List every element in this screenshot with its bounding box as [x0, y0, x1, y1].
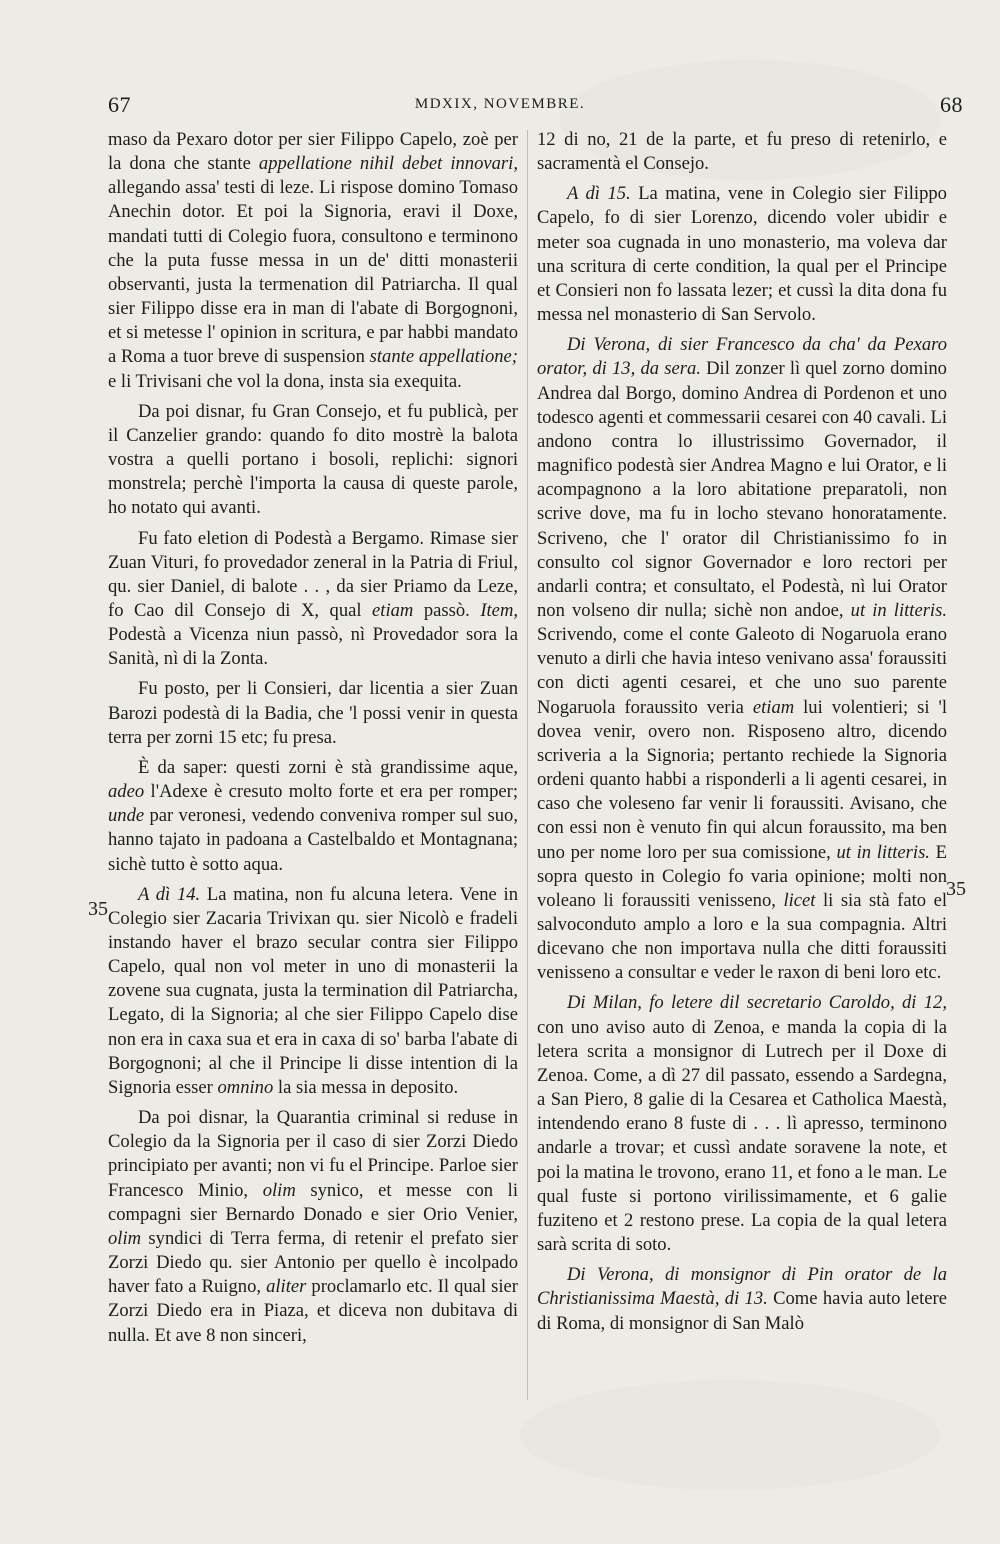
paragraph	[108, 756, 518, 877]
italic-text: aliter	[266, 1276, 307, 1298]
italic-text: A dì 14.	[138, 883, 201, 905]
text-run: Da poi disnar, la Quarantia criminal si reduse in Colegio da la Signoria per il caso di sier Zorzi Diedo principiato per avanti; non vi fu el Principe. Parloe sier Francesco Minio,	[108, 1107, 518, 1201]
text-run: con uno aviso auto di Zenoa, e manda la copia di la letera scrita a monsignor di Lutrech per il Doxe di Zenoa. Come, a dì 27 dil passato, essendo a Sardegna, a San Piero, 8 galie di la Cesarea et Catholica Maestà, intendendo erano 8 fuste di . . . lì apresso, terminono andarle a trovar; et cussì andate soravene la note, et poi la matina le trovono, erano 11, et fono a le man. Le qual fuste si portono virilissimamente, et 6 galie fuziteno et 2 restono prese. La copia de la qual letera sarà scrita di soto.	[537, 1016, 947, 1256]
italic-text: ut in litteris.	[850, 599, 947, 621]
text-run: maso da Pexaro dotor per sier Filippo Capelo, zoè per la dona che stante	[108, 129, 518, 175]
italic-text: etiam	[752, 696, 795, 718]
italic-text: omnino	[217, 1076, 274, 1098]
paragraph	[108, 128, 518, 394]
text-run: li sia stà fato el salvoconduto amplo a loro e la sua compagnia. Altri dicevano che non importava nulla che ditti foraussiti venisseno a consultar e veder le raxon di beni loro etc.	[537, 889, 947, 984]
text-run: Da poi disnar, fu Gran Consejo, et fu publicà, per il Canzelier grando: quando fo dito mostrè la balota vostra a quelli portano i bosoli, replichi: signori monstrela; perchè l'importa la causa di queste parole, ho notato qui avanti.	[108, 400, 518, 519]
text-run: par veronesi, vedendo conveniva romper sul suo, hanno tajato in padoana a Castelbaldo et Montagnana; sichè tutto è sotto aqua.	[108, 805, 518, 875]
italic-text: licet	[783, 889, 816, 911]
margin-note-left: 35	[88, 898, 108, 920]
right-column	[537, 128, 947, 1418]
italic-text: ut in litteris.	[836, 841, 930, 863]
text-run: È da saper: questi zorni è stà grandissime aque,	[138, 756, 518, 778]
text-run: 12 di no, 21 de la parte, et fu preso di retenirlo, e sacramentà el Consejo.	[537, 129, 947, 175]
column-divider	[527, 130, 528, 1400]
text-run: synico, et messe con li compagni sier Bernardo Donado e sier Orio Venier,	[108, 1179, 518, 1225]
paragraph	[537, 333, 947, 985]
paragraph	[537, 128, 947, 176]
italic-text: adeo	[108, 781, 145, 803]
page-number-left: 67	[108, 92, 131, 117]
text-run: passò.	[413, 599, 481, 621]
paragraph	[108, 527, 518, 672]
text-run: allegando assa' testi di leze. Li rispose domino Tomaso Anechin dotor. Et poi la Signoria, eravi il Doxe, mandati tutti di Colegio fuora, consultono e terminono che la puta fusse messa in un de' ditti monasterii observanti, justa la termenation dil Patriarcha. Il qual sier Filippo disse era in man di l'abate di Borgognoni, et si metesse l' opinion in scritura, e par habbi mandato a Roma a tuor breve di suspension	[108, 177, 518, 368]
text-run: Podestà a Vicenza niun passò, nì Provedador sora la Sanità, nì di la Zonta.	[108, 624, 518, 670]
text-run: la sia messa in deposito.	[273, 1076, 459, 1098]
text-run: e li Trivisani che vol la dona, insta sia exequita.	[108, 370, 462, 392]
text-run: La matina, vene in Colegio sier Filippo Capelo, fo di sier Lorenzo, dicendo voler ubidir e meter soa cugnada in uno monasterio, ma voleva dar una scritura di certe condition, la qual per el Principe et Consieri non fo lassata lezer; et cussì la dita dona fu messa nel monasterio di San Servolo.	[537, 183, 947, 326]
italic-text: olim	[108, 1227, 142, 1249]
paragraph	[108, 677, 518, 749]
text-run: Fu posto, per li Consieri, dar licentia a sier Zuan Barozi podestà di la Badia, che 'l possi venir in questa terra per zorni 15 etc; fu presa.	[108, 678, 518, 748]
paragraph	[537, 991, 947, 1257]
italic-text: A dì 15.	[567, 183, 631, 205]
text-run: proclamarlo etc. Il qual sier Zorzi Diedo era in Piaza, et diceva non dubitava di nulla. Et ave 8 non sinceri,	[108, 1276, 519, 1346]
running-title: MDXIX, NOVEMBRE.	[414, 96, 586, 112]
paragraph	[537, 182, 947, 327]
paragraph	[108, 883, 518, 1100]
text-run: syndici di Terra ferma, di retenir el prefato sier Zorzi Diedo qu. sier Antonio per quello è incolpado haver fato a Ruigno,	[108, 1227, 518, 1298]
text-run: Fu fato eletion di Podestà a Bergamo. Rimase sier Zuan Vituri, fo provedador zeneral in la Patria di Friul, qu. sier Daniel, di balote . . , da sier Priamo da Leze, fo Cao dil Consejo di X, qual	[108, 527, 518, 621]
italic-text: stante appellatione;	[369, 346, 518, 368]
italic-text: etiam	[372, 599, 414, 621]
left-column	[108, 128, 518, 1418]
text-run: Dil zonzer lì quel zorno domino Andrea dal Borgo, domino Andrea di Pordenon et uno todesco agenti et commessarii cesarei con 40 cavali. Li andono contra lo illustrissimo Governador, il magnifico podestà sier Andrea Magno e lui Orator, e li acompagnono a la loro abitatione preparatoli, non scrive dove, ma fu in locho stevano honoratamente. Scriveno, che l' orator dil Christianissimo fo in consulto col signor Governador e loro rectori per andarli contra; et consultato, el Podestà, nì lui Orator non volseno dir nulla; sichè non andoe,	[537, 358, 947, 621]
text-run: Scrivendo, come el conte Galeoto di Nogaruola erano venuto a dirli che havia inteso venivano assa' foraussiti con dicti agenti cesarei, et che uno suo parente Nogaruola foraussito veria	[537, 624, 947, 718]
page-number-right: 68	[940, 92, 963, 117]
margin-note-right: 35	[946, 878, 966, 900]
text-run: La matina, non fu alcuna letera. Vene in Colegio sier Zacaria Trivixan qu. sier Nicolò e fradeli instando haver el brazo secular contra sier Filippo Capelo, qual non vol meter in uno di monasterii la zovene sua cugnata, justa la termination dil Patriarcha, Legato, di la Signoria; al che sier Filippo Capelo dise non era in caxa sua et era in caxa di so' barba l'abate di Borgognoni; al che il Principe li disse intention di la Signoria esser	[108, 883, 518, 1098]
text-run: Come havia auto letere di Roma, di monsignor di San Malò	[537, 1288, 947, 1334]
italic-text: unde	[108, 805, 145, 827]
text-run: E sopra questo in Colegio fo varia opinione; molti non voleano li foraussiti venisseno,	[537, 841, 947, 911]
text-run: lui volentieri; si 'l dovea venir, overo non. Risposeno altro, dicendo scriveria a la Signoria; pertanto rechiede la Signoria ordeni quanto habbi a risponderli a li agenti cesarei, in caso che voleseno far venir li foraussiti. Avisano, che con essi non è venuto fin qui alcun foraussito, ma ben uno per nome loro per sua comissione,	[537, 696, 947, 863]
italic-text: Di Milan, fo letere dil secretario Caroldo, di 12,	[567, 992, 947, 1014]
paragraph	[108, 1106, 518, 1348]
italic-text: appellatione nihil debet innovari,	[258, 153, 518, 175]
italic-text: Item,	[480, 599, 519, 621]
italic-text: Di Verona, di sier Francesco da cha' da Pexaro orator, di 13, da sera.	[537, 334, 947, 380]
paragraph	[108, 400, 518, 521]
text-run: l'Adexe è cresuto molto forte et era per romper;	[144, 781, 518, 803]
paragraph	[537, 1263, 947, 1335]
italic-text: Di Verona, di monsignor di Pin orator de la Christianissima Maestà, di 13.	[537, 1264, 947, 1310]
italic-text: olim	[262, 1179, 296, 1201]
